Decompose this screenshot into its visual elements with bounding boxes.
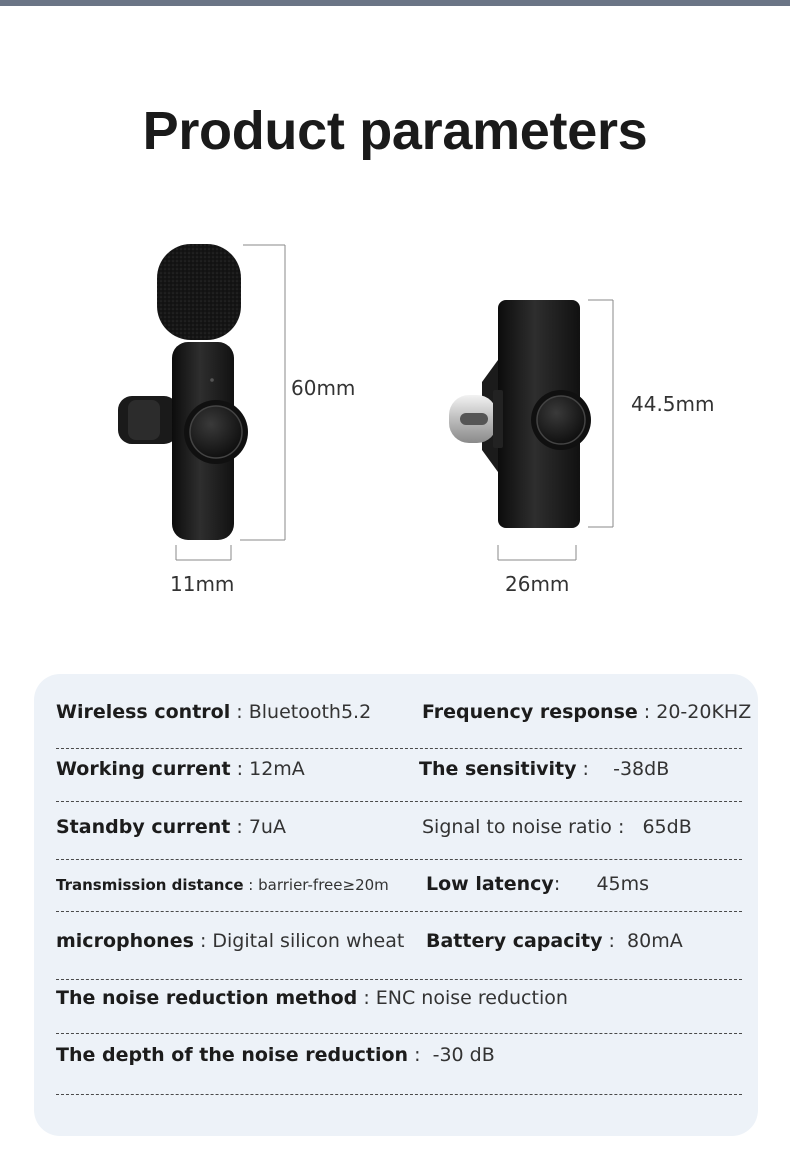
spec-value: Bluetooth5.2 — [248, 701, 372, 723]
spec-frequency-response — [422, 701, 751, 723]
spec-key: Low latency — [426, 873, 554, 895]
spec-key: Standby current — [56, 816, 231, 838]
spec-separator: : — [611, 816, 643, 838]
spec-value: barrier-free≥20m — [258, 876, 389, 894]
spec-value: 65dB — [642, 816, 692, 838]
spec-separator: : — [230, 816, 249, 838]
spec-key: The noise reduction method — [56, 987, 358, 1009]
spec-separator: : — [243, 876, 259, 894]
spec-key: Wireless control — [56, 701, 231, 723]
spec-separator: : — [230, 758, 250, 780]
spec-low-latency — [426, 873, 649, 895]
spec-key: Frequency response — [422, 701, 638, 723]
product-dimension-figure — [0, 220, 790, 620]
spec-signal-to-noise — [422, 816, 692, 838]
receiver-width-label: 26mm — [505, 572, 570, 596]
spec-separator: : — [576, 758, 614, 780]
spec-key: The depth of the noise reduction — [56, 1044, 409, 1066]
spec-value: 12mA — [249, 758, 305, 780]
product-illustration — [0, 220, 790, 620]
spec-key: Transmission distance — [56, 876, 244, 894]
spec-value: -38dB — [613, 758, 670, 780]
spec-sensitivity — [419, 758, 669, 780]
spec-table — [34, 674, 758, 1136]
spec-value: 7uA — [248, 816, 286, 838]
spec-battery-capacity — [426, 930, 683, 952]
spec-separator: : — [602, 930, 628, 952]
spec-separator: : — [408, 1044, 433, 1066]
spec-transmission-distance — [56, 876, 389, 894]
spec-noise-reduction-method — [56, 987, 568, 1009]
mic-height-label: 60mm — [291, 376, 356, 400]
mic-width-label: 11mm — [170, 572, 235, 596]
microphone-illustration — [118, 244, 248, 540]
spec-value: 80mA — [627, 930, 683, 952]
spec-value: 45ms — [596, 873, 650, 895]
spec-noise-reduction-depth — [56, 1044, 495, 1066]
spec-working-current-cell — [56, 758, 305, 780]
spec-key: The sensitivity — [419, 758, 577, 780]
spec-standby-current — [56, 816, 286, 838]
spec-key: microphones — [56, 930, 194, 952]
spec-value: ENC noise reduction — [375, 987, 568, 1009]
spec-wireless-control — [56, 701, 371, 723]
spec-value: Digital silicon wheat — [212, 930, 405, 952]
spec-separator: : — [553, 873, 597, 895]
spec-value: -30 dB — [432, 1044, 495, 1066]
spec-key: Battery capacity — [426, 930, 603, 952]
receiver-illustration — [449, 300, 591, 528]
spec-key: Signal to noise ratio — [422, 816, 612, 838]
top-accent-bar — [0, 0, 790, 6]
spec-value: 20-20KHZ — [656, 701, 752, 723]
spec-separator: : — [193, 930, 213, 952]
spec-separator: : — [637, 701, 657, 723]
spec-key: Working current — [56, 758, 231, 780]
page-title: Product parameters — [142, 101, 648, 161]
spec-microphones — [56, 930, 404, 952]
spec-row — [56, 674, 752, 749]
spec-separator: : — [230, 701, 249, 723]
receiver-height-label: 44.5mm — [631, 392, 715, 416]
spec-separator: : — [357, 987, 376, 1009]
